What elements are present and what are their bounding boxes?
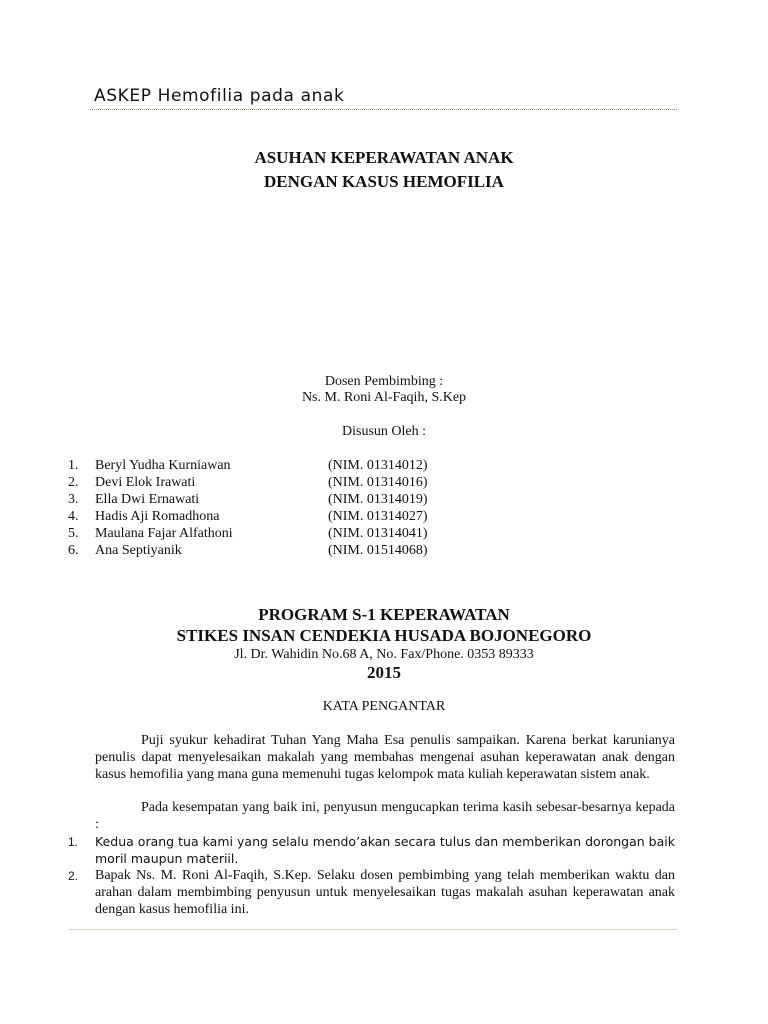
author-number: 3. bbox=[68, 492, 79, 507]
author-row bbox=[0, 508, 768, 525]
document-title-line-1: ASUHAN KEPERAWATAN ANAK bbox=[254, 148, 514, 167]
author-row bbox=[0, 542, 768, 559]
author-row bbox=[0, 525, 768, 542]
author-name: Ella Dwi Ernawati bbox=[95, 492, 200, 507]
author-nim: (NIM. 01314027) bbox=[328, 509, 428, 524]
author-number: 5. bbox=[68, 526, 79, 541]
author-number: 4. bbox=[68, 509, 79, 524]
author-nim: (NIM. 01314041) bbox=[328, 526, 428, 541]
preface-paragraph: Puji syukur kehadirat Tuhan Yang Maha Esa penulis sampaikan. Karena berkat karunianya penulis dapat menyelesaikan makalah yang membahas mengenai asuhan keperawatan anak dengan kasus hemofilia yang mana guna memenuhi tugas kelompok mata kuliah keperawatan sistem anak. bbox=[95, 733, 675, 782]
author-name: Ana Septiyanik bbox=[95, 543, 182, 558]
author-nim: (NIM. 01314012) bbox=[328, 458, 428, 473]
author-number: 6. bbox=[68, 543, 79, 558]
author-name: Beryl Yudha Kurniawan bbox=[95, 458, 231, 473]
authors-label: Disusun Oleh : bbox=[342, 424, 426, 439]
supervisor-name: Ns. M. Roni Al-Faqih, S.Kep bbox=[301, 390, 467, 405]
list-item-text: Kedua orang tua kami yang selalu mendo’akan secara tulus dan memberikan dorongan baik moril maupun materiil. bbox=[95, 834, 675, 866]
author-nim: (NIM. 01314016) bbox=[328, 475, 428, 490]
author-nim: (NIM. 01314019) bbox=[328, 492, 428, 507]
author-number: 1. bbox=[68, 458, 79, 473]
document-title-line-2: DENGAN KASUS HEMOFILIA bbox=[264, 172, 504, 191]
program-name: PROGRAM S-1 KEPERAWATAN bbox=[258, 605, 510, 624]
institution-address: Jl. Dr. Wahidin No.68 A, No. Fax/Phone. 0353 89333 bbox=[234, 647, 534, 662]
author-name: Devi Elok Irawati bbox=[95, 475, 196, 490]
list-item-number: 2. bbox=[68, 869, 79, 883]
author-row bbox=[0, 491, 768, 508]
preface-title: KATA PENGANTAR bbox=[322, 699, 446, 714]
institution-name: STIKES INSAN CENDEKIA HUSADA BOJONEGORO bbox=[176, 626, 592, 645]
author-row bbox=[0, 457, 768, 474]
preface-paragraph: Pada kesempatan yang baik ini, penyusun mengucapkan terima kasih sebesar-besarnya kepada : bbox=[95, 800, 675, 832]
author-name: Hadis Aji Romadhona bbox=[95, 509, 220, 524]
document-year: 2015 bbox=[367, 663, 401, 682]
author-nim: (NIM. 01514068) bbox=[328, 543, 428, 558]
supervisor-label: Dosen Pembimbing : bbox=[324, 374, 444, 389]
list-item-number: 1. bbox=[68, 835, 79, 849]
list-item-text: Bapak Ns. M. Roni Al-Faqih, S.Kep. Selaku dosen pembimbing yang telah memberikan waktu dan arahan dalam membimbing penyusun untuk menyelesaikan tugas makalah asuhan keperawatan anak dengan kasus hemofilia ini. bbox=[95, 868, 675, 917]
author-name: Maulana Fajar Alfathoni bbox=[95, 526, 233, 541]
footer-divider bbox=[68, 929, 677, 930]
page-header-title: ASKEP Hemofilia pada anak bbox=[94, 86, 345, 106]
author-row bbox=[0, 474, 768, 491]
author-number: 2. bbox=[68, 475, 79, 490]
header-divider bbox=[90, 109, 677, 110]
